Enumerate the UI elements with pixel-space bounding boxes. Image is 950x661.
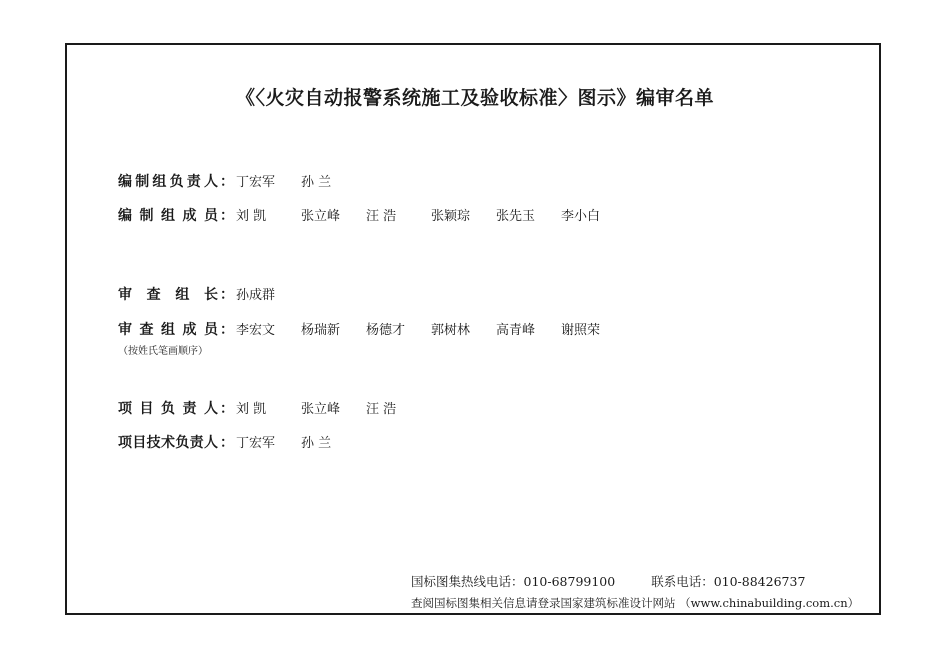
footer-phone-line (411, 572, 805, 590)
person-name: 丁宏军 (236, 175, 276, 190)
person-name: 刘 凯 (236, 209, 267, 224)
person-name: 张立峰 (301, 209, 341, 224)
role-row-review-lead (118, 284, 301, 304)
role-colon: ： (220, 435, 234, 451)
person-name: 汪 浩 (366, 209, 397, 224)
person-name: 张立峰 (301, 402, 341, 417)
role-label: 编制组成员 (118, 208, 218, 224)
name-list (236, 284, 301, 303)
ordering-note: （按姓氏笔画顺序） (118, 346, 208, 357)
footer-website-line (411, 595, 859, 611)
role-row-editor-lead (118, 171, 366, 191)
person-name: 丁宏军 (236, 436, 276, 451)
role-colon: ： (220, 208, 234, 224)
name-list (236, 319, 626, 338)
role-colon: ： (220, 401, 234, 417)
role-row-project-lead (118, 398, 431, 418)
person-name: 张先玉 (496, 209, 536, 224)
person-name: 郭树林 (431, 323, 471, 338)
person-name: 张颖琮 (431, 209, 471, 224)
role-label: 审查组长 (118, 287, 218, 303)
person-name: 高青峰 (496, 323, 536, 338)
person-name: 李宏文 (236, 323, 276, 338)
role-label: 项目负责人 (118, 401, 218, 417)
person-name: 孙成群 (236, 288, 276, 303)
hotline-text: 国标图集热线电话：010-68799100 (411, 574, 616, 589)
person-name: 孙 兰 (301, 436, 332, 451)
name-list (236, 171, 366, 190)
name-list (236, 432, 366, 451)
role-label: 项目技术负责人 (118, 435, 218, 451)
role-colon: ： (220, 322, 234, 338)
role-row-tech-lead (118, 432, 366, 452)
contact-phone-text: 联系电话：010-88426737 (651, 574, 806, 589)
name-list (236, 398, 431, 417)
person-name: 汪 浩 (366, 402, 397, 417)
person-name: 孙 兰 (301, 175, 332, 190)
website-text: 查阅国标图集相关信息请登录国家建筑标准设计网站 （www.chinabuilding.com.cn） (411, 596, 860, 610)
name-list (236, 205, 626, 224)
person-name: 杨德才 (366, 323, 406, 338)
role-label: 审查组成员 (118, 322, 218, 338)
page-title: 《〈火灾自动报警系统施工及验收标准〉图示》编审名单 (235, 87, 714, 109)
role-label: 编制组负责人 (118, 174, 218, 190)
role-colon: ： (220, 174, 234, 190)
person-name: 李小白 (561, 209, 601, 224)
role-row-review-members (118, 319, 626, 339)
person-name: 刘 凯 (236, 402, 267, 417)
role-colon: ： (220, 287, 234, 303)
person-name: 谢照荣 (561, 323, 601, 338)
person-name: 杨瑞新 (301, 323, 341, 338)
role-row-editor-members (118, 205, 626, 225)
